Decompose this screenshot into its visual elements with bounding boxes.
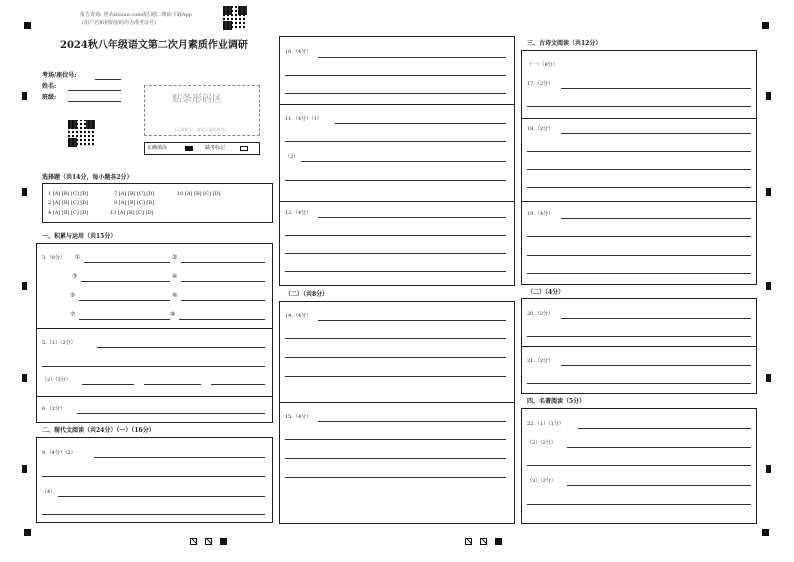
- q20-blank-2[interactable]: [527, 336, 751, 337]
- side-mark: [766, 188, 771, 196]
- page-marker-right: [465, 531, 502, 550]
- q20-label: 20.（2分）: [527, 311, 554, 317]
- q14-label: 14.（4分）: [285, 313, 312, 319]
- q22c-blank-1[interactable]: [567, 485, 751, 486]
- circle-label: ⑥: [172, 292, 178, 299]
- slash-box-icon: [190, 538, 197, 545]
- q14-blank-4[interactable]: [285, 376, 506, 377]
- q12-blank-2[interactable]: [285, 235, 506, 236]
- q9-label: 9.（4分）（2）: [42, 450, 76, 456]
- barcode-hint: (正面朝上，请贴在虚线框内): [175, 127, 227, 132]
- side-mark: [22, 92, 27, 100]
- divider: [279, 104, 515, 105]
- q10-blank-3[interactable]: [285, 93, 506, 94]
- name-field[interactable]: [68, 90, 121, 91]
- registration-mark-bottom-right: [762, 529, 769, 536]
- divider: [521, 201, 757, 202]
- class-label: 班级:: [42, 94, 57, 101]
- q3-blank-7[interactable]: [79, 319, 170, 320]
- divider: [279, 402, 515, 403]
- q5-label: 5.（1）（2分）: [42, 340, 76, 346]
- q5b-blank-2[interactable]: [144, 384, 201, 385]
- qr-code-student: [68, 120, 95, 147]
- q22b-label: （2）（2分）: [527, 440, 556, 446]
- q9-blank-2[interactable]: [42, 476, 265, 477]
- fill-absent-label: 缺考标记: [205, 145, 226, 151]
- q19-label: 19.（4分）: [527, 211, 554, 217]
- q12-blank-4[interactable]: [285, 271, 506, 272]
- q21-blank-1[interactable]: [561, 365, 751, 366]
- exam-room-label: 考场/座位号:: [42, 72, 77, 79]
- side-mark: [22, 465, 27, 473]
- circle-label: ⑦: [70, 311, 76, 318]
- barcode-label: 贴条形码区: [172, 94, 222, 105]
- side-mark: [22, 374, 27, 382]
- q17-label: 17.（2分）: [527, 81, 554, 87]
- q5b-blank-1[interactable]: [82, 384, 134, 385]
- choice-row[interactable]: 8 [A] [B] [C] [D]: [114, 200, 155, 206]
- q19-blank-2[interactable]: [527, 236, 751, 237]
- page-marker-left: [190, 531, 227, 550]
- filled-box-icon: [495, 538, 502, 545]
- exam-room-field[interactable]: [95, 79, 121, 80]
- q15-blank-1[interactable]: [318, 421, 506, 422]
- choice-row[interactable]: 7 [A] [B] [C] [D]: [114, 191, 155, 197]
- q11b-blank-1[interactable]: [301, 161, 506, 162]
- col3-sub2-title: （二）（4分）: [527, 289, 565, 296]
- choice-row[interactable]: 10 [A] [B] [C] [D]: [177, 191, 221, 197]
- q18-label: 18.（2分）: [527, 126, 554, 132]
- col2-sub2-title: （二）（共8分）: [285, 291, 329, 298]
- q15-blank-3[interactable]: [285, 458, 506, 459]
- section-1-title: 一、积累与运用（共15分）: [42, 233, 117, 240]
- divider: [521, 346, 757, 347]
- q6-blank[interactable]: [77, 413, 265, 414]
- choice-row[interactable]: 2 [A] [B] [C] [D]: [48, 200, 89, 206]
- q9b-blank-1[interactable]: [58, 496, 265, 497]
- q21-label: 21.（2分）: [527, 358, 554, 364]
- q5b-label: （2）（3分）: [42, 377, 71, 383]
- q22-blank-1[interactable]: [578, 428, 751, 429]
- side-mark: [22, 282, 27, 290]
- q14-blank-3[interactable]: [285, 357, 506, 358]
- q3-blank-2[interactable]: [181, 262, 265, 263]
- side-mark: [766, 465, 771, 473]
- q5-blank-1[interactable]: [97, 347, 265, 348]
- choice-row[interactable]: 13 [A] [B] [C] [D]: [110, 210, 154, 216]
- q19-blank-3[interactable]: [527, 255, 751, 256]
- divider: [521, 118, 757, 119]
- fill-absent-box[interactable]: [240, 146, 248, 151]
- side-mark: [22, 188, 27, 196]
- circle-label: ④: [172, 273, 178, 280]
- q9-blank-1[interactable]: [94, 457, 265, 458]
- choice-row[interactable]: 4 [A] [B] [C] [D]: [48, 210, 89, 216]
- filled-box-icon: [220, 538, 227, 545]
- q3-blank-3[interactable]: [81, 281, 170, 282]
- side-mark: [766, 92, 771, 100]
- q21-blank-2[interactable]: [527, 383, 751, 384]
- q14-blank-1[interactable]: [318, 320, 506, 321]
- slash-box-icon: [480, 538, 487, 545]
- q10-blank-1[interactable]: [318, 57, 506, 58]
- q17-blank-1[interactable]: [561, 88, 751, 89]
- q19-blank-4[interactable]: [527, 273, 751, 274]
- divider: [36, 328, 273, 329]
- side-mark: [766, 374, 771, 382]
- q12-label: 12.（4分）: [285, 210, 312, 216]
- q6-label: 6.（2分）: [42, 406, 65, 412]
- q22c-label: （3）（2分）: [527, 478, 556, 484]
- fill-correct-label: 正确填涂: [147, 145, 168, 151]
- q11b-blank-2[interactable]: [285, 180, 506, 181]
- section-3-title: 三、古诗文阅读（共12分）: [527, 40, 602, 47]
- q18-blank-4[interactable]: [527, 187, 751, 188]
- qr-code-top: [223, 6, 247, 30]
- class-field[interactable]: [68, 101, 121, 102]
- q12-blank-1[interactable]: [318, 217, 506, 218]
- q3-blank-8[interactable]: [179, 319, 265, 320]
- q11-blank-2[interactable]: [285, 141, 506, 142]
- registration-mark-bottom-left: [24, 529, 31, 536]
- notice-line-1: 报告查询: 登录zhixue.com或扫描二维码下载App: [80, 12, 192, 18]
- divider: [36, 396, 273, 397]
- col2-box-bottom: [279, 301, 515, 524]
- q15-blank-4[interactable]: [285, 477, 506, 478]
- q22c-blank-2[interactable]: [527, 504, 751, 505]
- fill-correct-mark: [185, 146, 193, 151]
- q3-blank-6[interactable]: [181, 300, 265, 301]
- q3-blank-4[interactable]: [181, 281, 265, 282]
- divider: [279, 201, 515, 202]
- q9b-label: （4）: [42, 489, 56, 495]
- q18-blank-1[interactable]: [561, 133, 751, 134]
- q18-blank-2[interactable]: [527, 151, 751, 152]
- q20-blank-1[interactable]: [561, 318, 751, 319]
- section-2-title: 二、现代文阅读（共24分）（一）（16分）: [42, 427, 155, 434]
- page-title: 2024秋八年级语文第二次月素质作业调研: [60, 40, 248, 51]
- q18-blank-3[interactable]: [527, 169, 751, 170]
- circle-label: ⑤: [70, 292, 76, 299]
- q5-blank-2[interactable]: [42, 366, 265, 367]
- circle-label: ②: [172, 254, 178, 261]
- col3-sub1-label: （一）（8分）: [527, 62, 558, 68]
- circle-label: ⑧: [170, 311, 176, 318]
- side-mark: [766, 282, 771, 290]
- section-4-title: 四、名著阅读（5分）: [527, 398, 586, 405]
- q3-label: 3.（8分）: [42, 255, 65, 261]
- q17-blank-2[interactable]: [527, 106, 751, 107]
- name-label: 姓名:: [42, 83, 57, 90]
- q3-blank-1[interactable]: [84, 262, 170, 263]
- q12-blank-3[interactable]: [285, 253, 506, 254]
- choice-title: 选择题（共14分，每小题各2分）: [42, 174, 133, 181]
- q15-label: 15.（4分）: [285, 414, 312, 420]
- q22-label: 22.（1）（1分）: [527, 421, 564, 427]
- circle-label: ③: [72, 273, 78, 280]
- registration-mark-top-right: [762, 22, 769, 29]
- slash-box-icon: [205, 538, 212, 545]
- registration-mark-top-left: [24, 22, 31, 29]
- q11-blank-1[interactable]: [335, 123, 506, 124]
- q15-blank-2[interactable]: [285, 439, 506, 440]
- notice-line-2: (用户名和初始密码均为准考证号): [82, 20, 156, 26]
- q9b-blank-2[interactable]: [42, 514, 265, 515]
- q5b-blank-3[interactable]: [211, 384, 265, 385]
- q11-label: 11.（4分）（1）: [285, 116, 322, 122]
- q14-blank-2[interactable]: [285, 338, 506, 339]
- q10-label: 10.（4分）: [285, 49, 312, 55]
- q3-blank-5[interactable]: [79, 300, 170, 301]
- q10-blank-2[interactable]: [285, 75, 506, 76]
- q22b-blank-2[interactable]: [527, 465, 751, 466]
- q19-blank-1[interactable]: [561, 218, 751, 219]
- circle-label: ①: [75, 254, 81, 261]
- col3-box-top: [521, 50, 757, 285]
- q22b-blank-1[interactable]: [567, 447, 751, 448]
- slash-box-icon: [465, 538, 472, 545]
- choice-row[interactable]: 1 [A] [B] [C] [D]: [48, 191, 89, 197]
- q11b-label: （2）: [285, 154, 299, 160]
